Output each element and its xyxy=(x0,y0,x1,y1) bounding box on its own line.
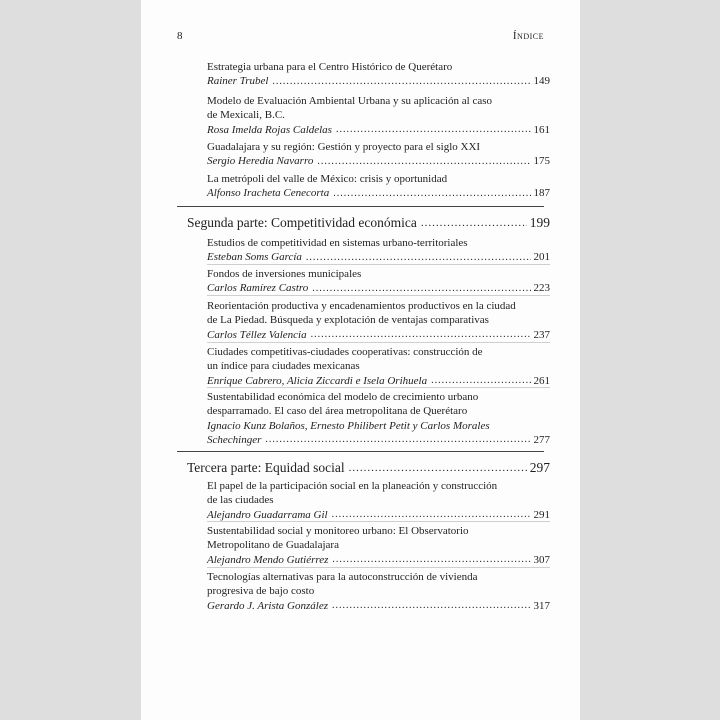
entry-author: Rainer Trubel xyxy=(207,75,269,88)
entry-page-number: 161 xyxy=(533,123,550,136)
entry-author-line xyxy=(207,154,550,168)
toc-entry xyxy=(207,94,550,137)
entry-author-line xyxy=(207,281,550,295)
entry-author: Carlos Téllez Valencia xyxy=(207,328,307,341)
dot-leader xyxy=(317,155,530,169)
toc-entry xyxy=(207,172,550,201)
entry-separator xyxy=(207,342,550,343)
entry-title-line: un índice para ciudades mexicanas xyxy=(207,360,360,373)
toc-entry xyxy=(207,299,550,342)
entry-title-line: desparramado. El caso del área metropolitana de Querétaro xyxy=(207,405,468,418)
entry-page-number: 149 xyxy=(533,75,550,88)
entry-author: Alejandro Mendo Gutiérrez xyxy=(207,553,329,566)
entry-title-line: Tecnologías alternativas para la autoconstrucción de vivienda xyxy=(207,571,478,583)
dot-leader xyxy=(333,187,530,201)
dot-leader xyxy=(306,251,531,265)
entry-author: Esteban Soms García xyxy=(207,251,302,264)
dot-leader xyxy=(349,460,527,476)
part-title: Tercera parte: Equidad social xyxy=(187,460,345,475)
entry-author-line xyxy=(207,250,550,264)
entry-separator xyxy=(207,387,550,388)
entry-page-number: 261 xyxy=(533,374,550,387)
dot-leader xyxy=(312,282,530,296)
running-head xyxy=(177,28,544,44)
entry-separator xyxy=(207,521,550,522)
entry-title-line: Guadalajara y su región: Gestión y proyecto para el siglo XXI xyxy=(207,141,481,153)
toc-entry xyxy=(207,140,550,169)
toc-entry xyxy=(207,524,550,567)
entry-page-number: 187 xyxy=(533,187,550,200)
entry-title-line: Metropolitano de Guadalajara xyxy=(207,539,339,552)
entry-page-number: 237 xyxy=(533,328,550,341)
dot-leader xyxy=(311,328,531,342)
book-page xyxy=(141,0,580,720)
entry-author: Gerardo J. Arista González xyxy=(207,599,328,612)
entry-author: Schechinger xyxy=(207,433,262,446)
dot-leader xyxy=(272,75,530,89)
entry-author-line xyxy=(207,123,550,137)
toc-entry xyxy=(207,570,550,613)
dot-leader xyxy=(332,508,531,522)
entry-title-line: La metrópoli del valle de México: crisis y oportunidad xyxy=(207,173,448,185)
entry-author-line xyxy=(207,433,550,447)
part-heading xyxy=(187,460,550,476)
entry-title-line: Ignacio Kunz Bolaños, Ernesto Philibert Petit y Carlos Morales xyxy=(207,419,490,432)
part-page-number: 199 xyxy=(529,215,550,230)
section-rule xyxy=(177,206,544,207)
entry-author-line xyxy=(207,553,550,567)
entry-page-number: 291 xyxy=(533,508,550,521)
entry-page-number: 277 xyxy=(533,433,550,446)
dot-leader xyxy=(431,374,530,388)
entry-title-line: Fondos de inversiones municipales xyxy=(207,268,362,280)
section-title: Índice xyxy=(512,30,544,42)
entry-author-line xyxy=(207,74,550,88)
entry-author: Alejandro Guadarrama Gil xyxy=(207,508,328,521)
entry-page-number: 307 xyxy=(533,553,550,566)
entry-author: Enrique Cabrero, Alicia Ziccardi e Isela Orihuela xyxy=(207,374,428,387)
part-heading-line xyxy=(187,215,550,231)
entry-separator xyxy=(207,264,550,265)
entry-author-line xyxy=(207,186,550,200)
dot-leader xyxy=(421,215,527,231)
entry-title-line: Estrategia urbana para el Centro Histórico de Querétaro xyxy=(207,61,453,73)
toc-entry xyxy=(207,345,550,388)
entry-page-number: 175 xyxy=(533,155,550,168)
entry-title-line: de las ciudades xyxy=(207,494,274,507)
entry-title-line: Ciudades competitivas-ciudades cooperativas: construcción de xyxy=(207,346,483,358)
page-number: 8 xyxy=(177,30,183,42)
entry-title-line: Modelo de Evaluación Ambiental Urbana y su aplicación al caso xyxy=(207,95,492,107)
part-page-number: 297 xyxy=(529,460,550,475)
entry-title-line: Estudios de competitividad en sistemas urbano-territoriales xyxy=(207,237,468,249)
toc-entry xyxy=(207,236,550,265)
entry-author-line xyxy=(207,328,550,342)
entry-author: Carlos Ramírez Castro xyxy=(207,282,309,295)
dot-leader xyxy=(336,123,531,137)
entry-page-number: 317 xyxy=(533,599,550,612)
entry-page-number: 223 xyxy=(533,282,550,295)
entry-title-line: Reorientación productiva y encadenamientos productivos en la ciudad xyxy=(207,300,516,312)
toc-entry xyxy=(207,390,550,447)
entry-title-line: Sustentabilidad económica del modelo de crecimiento urbano xyxy=(207,391,479,403)
entry-author-line xyxy=(207,599,550,613)
part-heading xyxy=(187,215,550,231)
dot-leader xyxy=(332,599,531,613)
dot-leader xyxy=(265,433,530,447)
entry-separator xyxy=(207,295,550,296)
part-heading-line xyxy=(187,460,550,476)
entry-author: Sergio Heredia Navarro xyxy=(207,155,314,168)
entry-title-line: de Mexicali, B.C. xyxy=(207,109,285,122)
dot-leader xyxy=(332,553,530,567)
entry-author: Alfonso Iracheta Cenecorta xyxy=(207,187,330,200)
entry-title-line: progresiva de bajo costo xyxy=(207,585,315,598)
part-title: Segunda parte: Competitividad económica xyxy=(187,215,417,230)
entry-title-line: Sustentabilidad social y monitoreo urbano: El Observatorio xyxy=(207,525,469,537)
entry-page-number: 201 xyxy=(533,251,550,264)
toc-entry xyxy=(207,479,550,522)
section-rule xyxy=(177,451,544,452)
toc-entry xyxy=(207,267,550,296)
entry-author: Rosa Imelda Rojas Caldelas xyxy=(207,123,332,136)
entry-author-line xyxy=(207,374,550,388)
toc-entry xyxy=(207,60,550,89)
entry-author-line xyxy=(207,508,550,522)
entry-title-line: de La Piedad. Búsqueda y explotación de ventajas comparativas xyxy=(207,314,489,327)
entry-title-line: El papel de la participación social en la planeación y construcción xyxy=(207,480,498,492)
entry-separator xyxy=(207,567,550,568)
